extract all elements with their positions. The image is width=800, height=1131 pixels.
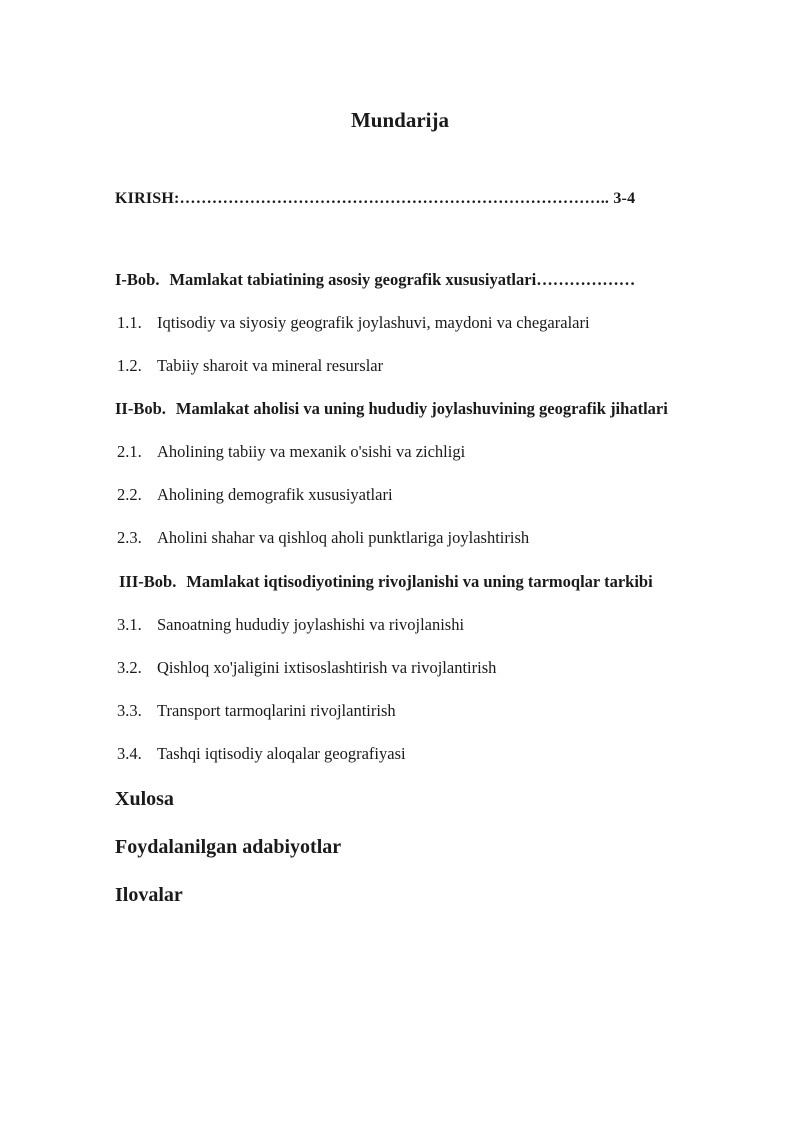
toc-chapter-1 <box>115 270 635 290</box>
chapter-number: III-Bob. <box>119 572 177 591</box>
chapter-dots: ……………… <box>536 270 636 289</box>
section-title: Qishloq xo'jaligini ixtisoslashtirish va rivojlantirish <box>157 658 497 677</box>
section-number: 2.2. <box>117 485 142 504</box>
section-title: Tashqi iqtisodiy aloqalar geografiyasi <box>157 744 406 763</box>
section-title: Iqtisodiy va siyosiy geografik joylashuvi, maydoni va chegaralari <box>157 313 590 332</box>
section-number: 3.4. <box>117 744 142 763</box>
section-title: Tabiiy sharoit va mineral resurslar <box>157 356 384 375</box>
section-number: 3.2. <box>117 658 142 677</box>
toc-intro-label: KIRISH: <box>115 190 180 207</box>
section-number: 3.3. <box>117 701 142 720</box>
toc-section-3-4 <box>117 744 406 764</box>
section-title: Aholining tabiiy va mexanik o'sishi va zichligi <box>157 442 466 461</box>
toc-intro <box>115 190 635 208</box>
section-number: 3.1. <box>117 615 142 634</box>
toc-section-3-3 <box>117 701 396 721</box>
section-title: Aholining demografik xususiyatlari <box>157 485 393 504</box>
chapter-title: Mamlakat aholisi va uning hududiy joylashuvining geografik jihatlari <box>175 399 668 418</box>
toc-conclusion: Xulosa <box>115 788 174 810</box>
toc-section-1-1 <box>117 313 590 333</box>
toc-references: Foydalanilgan adabiyotlar <box>115 836 342 858</box>
chapter-title: Mamlakat iqtisodiyotining rivojlanishi va uning tarmoqlar tarkibi <box>186 572 653 591</box>
chapter-number: I-Bob. <box>115 270 160 289</box>
page-title: Mundarija <box>350 108 449 132</box>
toc-intro-dots: …………………………………………………………………….. <box>179 190 610 207</box>
toc-intro-pages: 3-4 <box>613 190 636 207</box>
toc-chapter-3 <box>119 572 653 592</box>
chapter-number: II-Bob. <box>115 399 166 418</box>
section-number: 1.2. <box>117 356 142 375</box>
section-title: Transport tarmoqlarini rivojlantirish <box>157 701 396 720</box>
section-title: Sanoatning hududiy joylashishi va rivojlanishi <box>157 615 465 634</box>
toc-section-3-1 <box>117 615 464 635</box>
toc-chapter-2 <box>115 399 668 419</box>
toc-section-2-1 <box>117 442 465 462</box>
toc-appendices: Ilovalar <box>115 884 183 906</box>
section-number: 2.3. <box>117 528 142 547</box>
toc-section-2-3 <box>117 528 529 548</box>
section-number: 2.1. <box>117 442 142 461</box>
toc-section-1-2 <box>117 356 383 376</box>
toc-section-3-2 <box>117 658 496 678</box>
chapter-title: Mamlakat tabiatining asosiy geografik xususiyatlari <box>169 270 537 289</box>
section-number: 1.1. <box>117 313 142 332</box>
section-title: Aholini shahar va qishloq aholi punktlariga joylashtirish <box>157 528 530 547</box>
toc-section-2-2 <box>117 485 393 505</box>
